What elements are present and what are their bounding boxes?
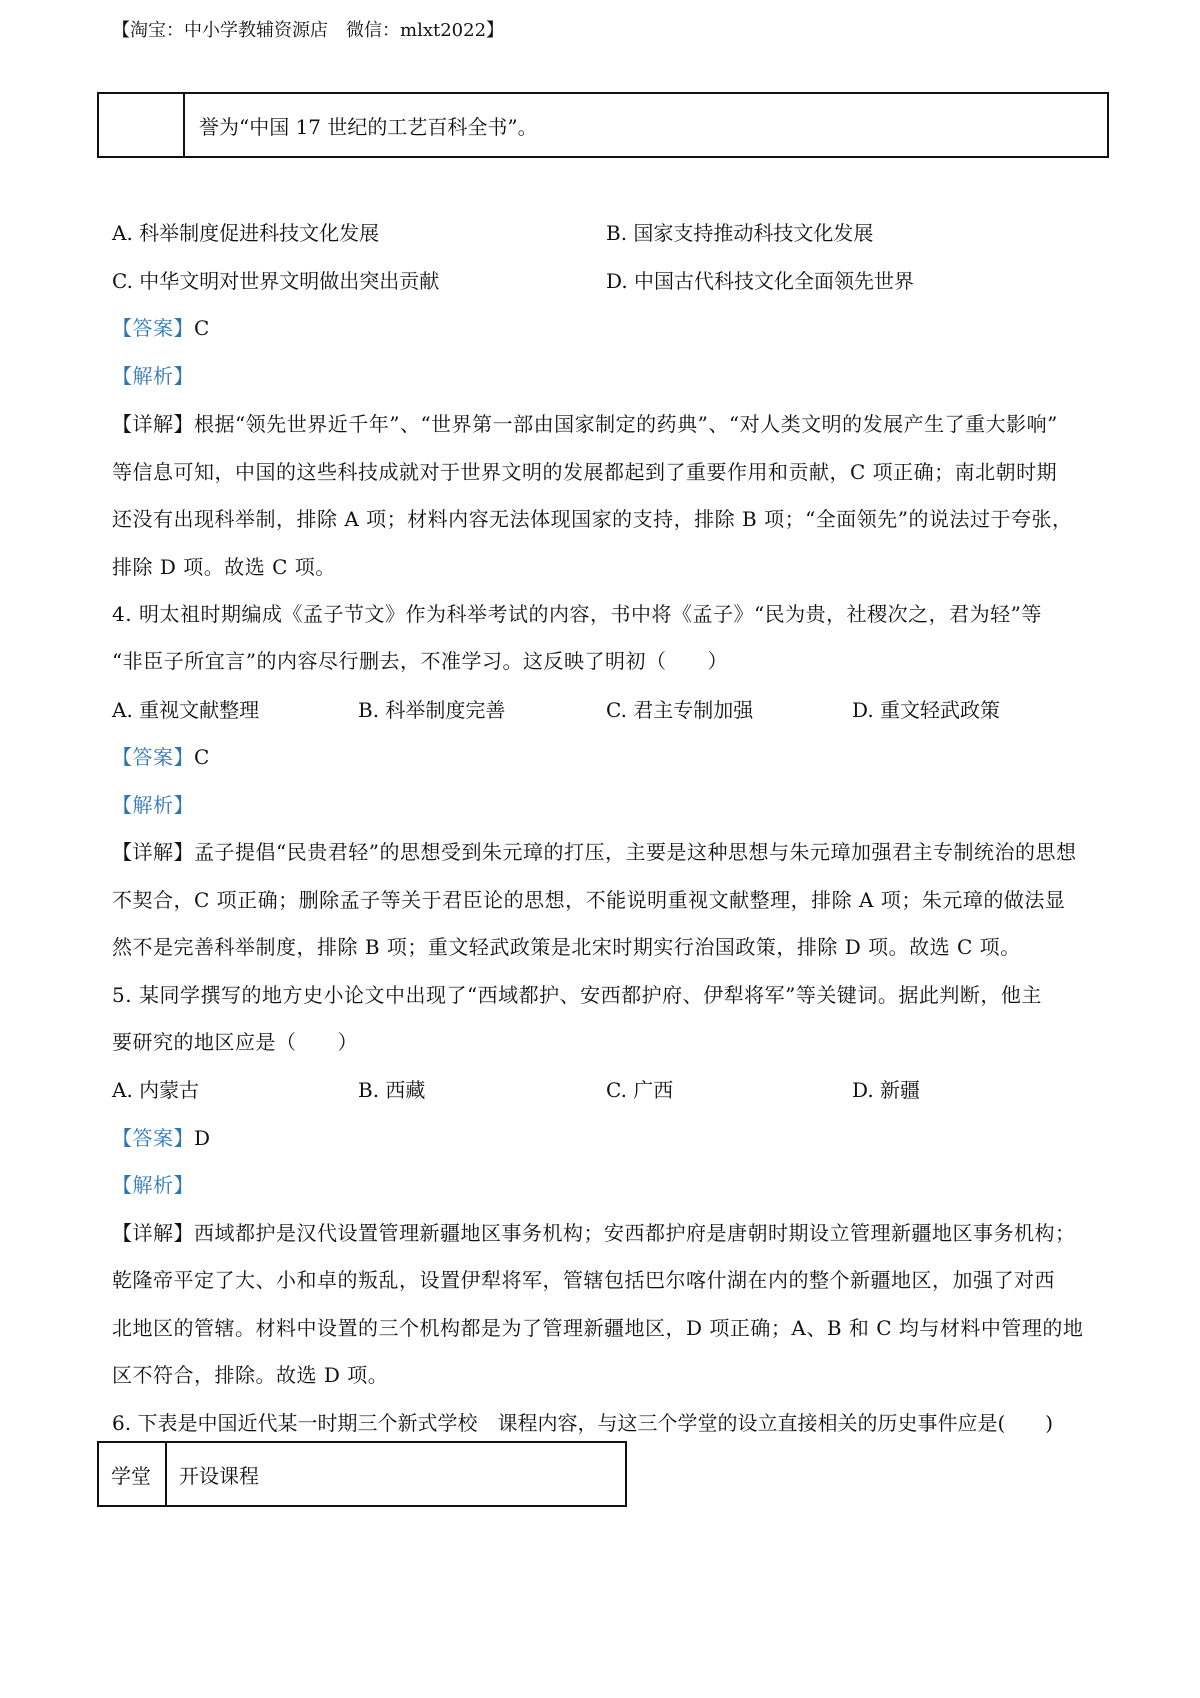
q3-option-b: B. 国家支持推动科技文化发展 <box>606 221 874 245</box>
q3-detail-line: 【详解】根据“领先世界近千年”、“世界第一部由国家制定的药典”、“对人类文明的发展产生了重大影响” <box>112 412 1058 436</box>
table-cell <box>98 93 184 157</box>
q4-analysis-label: 【解析】 <box>112 793 194 817</box>
q5-stem-line: 要研究的地区应是（ ） <box>112 1030 358 1054</box>
answer-value: C <box>194 316 210 340</box>
q4-option-c: C. 君主专制加强 <box>606 698 754 722</box>
q4-option-b: B. 科举制度完善 <box>358 698 506 722</box>
table-row <box>98 93 1108 157</box>
q3-detail-line: 等信息可知，中国的这些科技成就对于世界文明的发展都起到了重要作用和贡献，C 项正确；南北朝时期 <box>112 460 1058 484</box>
answer-value: D <box>194 1126 211 1150</box>
q5-detail-line: 北地区的管辖。材料中设置的三个机构都是为了管理新疆地区，D 项正确；A、B 和 C 均与材料中管理的地 <box>112 1316 1084 1340</box>
q4-option-d: D. 重文轻武政策 <box>852 698 1001 722</box>
q3-option-d: D. 中国古代科技文化全面领先世界 <box>606 269 915 293</box>
q5-option-a: A. 内蒙古 <box>112 1078 200 1102</box>
answer-label: 【答案】 <box>112 316 194 340</box>
q4-stem-line: 4. 明太祖时期编成《孟子节文》作为科举考试的内容，书中将《孟子》“民为贵，社稷次之，君为轻”等 <box>112 602 1042 626</box>
top-table <box>97 92 1109 158</box>
q5-option-d: D. 新疆 <box>852 1078 921 1102</box>
q4-option-a: A. 重视文献整理 <box>112 698 260 722</box>
q4-detail-line: 然不是完善科举制度，排除 B 项；重文轻武政策是北宋时期实行治国政策，排除 D 项。故选 C 项。 <box>112 935 1021 959</box>
q3-detail-line: 排除 D 项。故选 C 项。 <box>112 555 336 579</box>
q5-analysis-label: 【解析】 <box>112 1173 194 1197</box>
answer-label: 【答案】 <box>112 1126 194 1150</box>
table-header-cell: 学堂 <box>98 1442 166 1506</box>
q5-answer <box>112 1122 211 1151</box>
table-cell: 誉为“中国 17 世纪的工艺百科全书”。 <box>184 93 1108 157</box>
answer-value: C <box>194 745 210 769</box>
q5-detail-line: 区不符合，排除。故选 D 项。 <box>112 1363 389 1387</box>
q4-stem-line: “非臣子所宜言”的内容尽行删去，不准学习。这反映了明初（ ） <box>112 649 728 673</box>
q6-table <box>97 1441 627 1507</box>
q4-answer <box>112 741 210 770</box>
table-row <box>98 1442 626 1506</box>
q3-analysis-label: 【解析】 <box>112 364 194 388</box>
q5-detail-line: 乾隆帝平定了大、小和卓的叛乱，设置伊犁将军，管辖包括巴尔喀什湖在内的整个新疆地区，加强了对西 <box>112 1268 1055 1292</box>
q5-option-b: B. 西藏 <box>358 1078 426 1102</box>
q6-stem: 6. 下表是中国近代某一时期三个新式学校 课程内容，与这三个学堂的设立直接相关的历史事件应是( ) <box>112 1411 1054 1435</box>
q5-option-c: C. 广西 <box>606 1078 674 1102</box>
q3-answer <box>112 312 210 341</box>
table-header-cell: 开设课程 <box>166 1442 626 1506</box>
q3-detail-line: 还没有出现科举制，排除 A 项；材料内容无法体现国家的支持，排除 B 项；“全面领先”的说法过于夸张， <box>112 507 1073 531</box>
q4-detail-line: 【详解】孟子提倡“民贵君轻”的思想受到朱元璋的打压，主要是这种思想与朱元璋加强君主专制统治的思想 <box>112 840 1077 864</box>
q5-stem-line: 5. 某同学撰写的地方史小论文中出现了“西域都护、安西都护府、伊犁将军”等关键词。据此判断，他主 <box>112 983 1042 1007</box>
answer-label: 【答案】 <box>112 745 194 769</box>
q3-option-a: A. 科举制度促进科技文化发展 <box>112 221 380 245</box>
q4-detail-line: 不契合，C 项正确；删除孟子等关于君臣论的思想，不能说明重视文献整理，排除 A 项；朱元璋的做法显 <box>112 888 1066 912</box>
q5-detail-line: 【详解】西域都护是汉代设置管理新疆地区事务机构；安西都护府是唐朝时期设立管理新疆地区事务机构； <box>112 1221 1076 1245</box>
q3-option-c: C. 中华文明对世界文明做出突出贡献 <box>112 269 440 293</box>
page-header: 【淘宝：中小学教辅资源店 微信：mlxt2022】 <box>112 20 505 41</box>
